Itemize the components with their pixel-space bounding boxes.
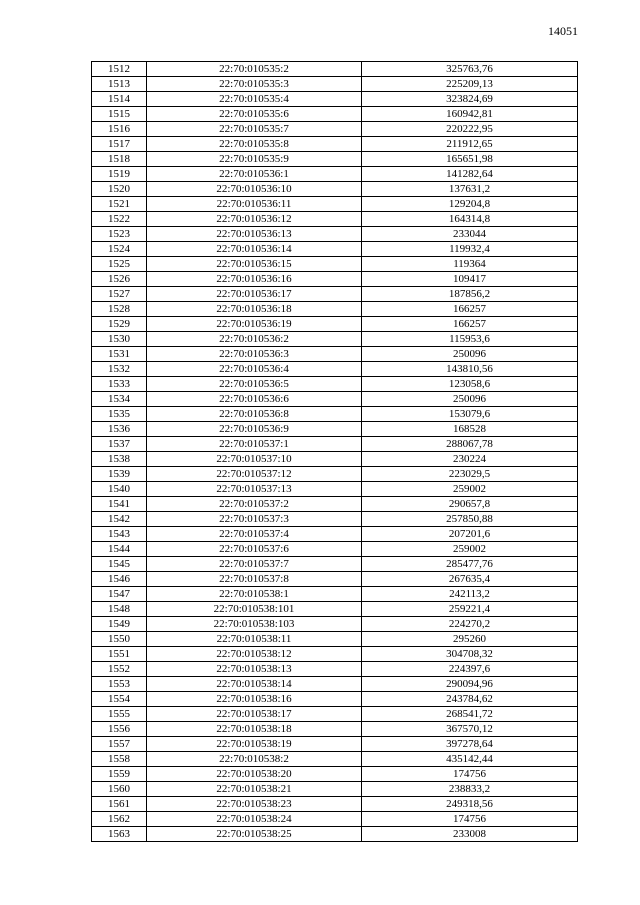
row-number-cell: 1540 xyxy=(92,482,147,497)
table-row xyxy=(92,152,578,167)
cadastral-value-cell: 250096 xyxy=(362,392,578,407)
table-row xyxy=(92,752,578,767)
table-row xyxy=(92,587,578,602)
table-row xyxy=(92,302,578,317)
table-row xyxy=(92,827,578,842)
row-number-cell: 1523 xyxy=(92,227,147,242)
table-row xyxy=(92,692,578,707)
row-number-cell: 1554 xyxy=(92,692,147,707)
table-row xyxy=(92,677,578,692)
cadastral-value-cell: 115953,6 xyxy=(362,332,578,347)
row-number-cell: 1560 xyxy=(92,782,147,797)
cadastral-number-cell: 22:70:010536:17 xyxy=(147,287,362,302)
table-row xyxy=(92,272,578,287)
cadastral-number-cell: 22:70:010538:19 xyxy=(147,737,362,752)
table-row xyxy=(92,212,578,227)
table-row xyxy=(92,617,578,632)
cadastral-number-cell: 22:70:010537:7 xyxy=(147,557,362,572)
row-number-cell: 1547 xyxy=(92,587,147,602)
cadastral-value-cell: 119932,4 xyxy=(362,242,578,257)
row-number-cell: 1525 xyxy=(92,257,147,272)
table-row xyxy=(92,122,578,137)
cadastral-value-cell: 129204,8 xyxy=(362,197,578,212)
cadastral-value-cell: 295260 xyxy=(362,632,578,647)
cadastral-number-cell: 22:70:010538:16 xyxy=(147,692,362,707)
row-number-cell: 1518 xyxy=(92,152,147,167)
row-number-cell: 1531 xyxy=(92,347,147,362)
row-number-cell: 1549 xyxy=(92,617,147,632)
row-number-cell: 1550 xyxy=(92,632,147,647)
cadastral-number-cell: 22:70:010535:4 xyxy=(147,92,362,107)
cadastral-number-cell: 22:70:010536:18 xyxy=(147,302,362,317)
cadastral-number-cell: 22:70:010537:3 xyxy=(147,512,362,527)
cadastral-number-cell: 22:70:010536:16 xyxy=(147,272,362,287)
cadastral-number-cell: 22:70:010538:25 xyxy=(147,827,362,842)
cadastral-number-cell: 22:70:010535:8 xyxy=(147,137,362,152)
cadastral-value-cell: 119364 xyxy=(362,257,578,272)
cadastral-value-cell: 224397,6 xyxy=(362,662,578,677)
table-body xyxy=(92,62,578,842)
row-number-cell: 1514 xyxy=(92,92,147,107)
row-number-cell: 1561 xyxy=(92,797,147,812)
cadastral-number-cell: 22:70:010536:1 xyxy=(147,167,362,182)
cadastral-number-cell: 22:70:010537:4 xyxy=(147,527,362,542)
cadastral-number-cell: 22:70:010536:13 xyxy=(147,227,362,242)
table-row xyxy=(92,782,578,797)
table-row xyxy=(92,197,578,212)
cadastral-number-cell: 22:70:010535:2 xyxy=(147,62,362,77)
cadastral-value-cell: 242113,2 xyxy=(362,587,578,602)
cadastral-number-cell: 22:70:010538:1 xyxy=(147,587,362,602)
row-number-cell: 1544 xyxy=(92,542,147,557)
table-row xyxy=(92,167,578,182)
cadastral-number-cell: 22:70:010537:10 xyxy=(147,452,362,467)
cadastral-value-cell: 211912,65 xyxy=(362,137,578,152)
cadastral-number-cell: 22:70:010536:5 xyxy=(147,377,362,392)
row-number-cell: 1545 xyxy=(92,557,147,572)
cadastral-number-cell: 22:70:010538:12 xyxy=(147,647,362,662)
cadastral-number-cell: 22:70:010536:2 xyxy=(147,332,362,347)
table-row xyxy=(92,557,578,572)
cadastral-value-cell: 250096 xyxy=(362,347,578,362)
table-row xyxy=(92,257,578,272)
cadastral-value-cell: 207201,6 xyxy=(362,527,578,542)
cadastral-number-cell: 22:70:010537:6 xyxy=(147,542,362,557)
row-number-cell: 1521 xyxy=(92,197,147,212)
cadastral-number-cell: 22:70:010538:23 xyxy=(147,797,362,812)
cadastral-number-cell: 22:70:010538:17 xyxy=(147,707,362,722)
table-row xyxy=(92,482,578,497)
cadastral-value-cell: 220222,95 xyxy=(362,122,578,137)
row-number-cell: 1528 xyxy=(92,302,147,317)
table-row xyxy=(92,287,578,302)
row-number-cell: 1534 xyxy=(92,392,147,407)
table-row xyxy=(92,662,578,677)
cadastral-value-cell: 166257 xyxy=(362,302,578,317)
row-number-cell: 1515 xyxy=(92,107,147,122)
cadastral-number-cell: 22:70:010538:103 xyxy=(147,617,362,632)
table-row xyxy=(92,527,578,542)
row-number-cell: 1513 xyxy=(92,77,147,92)
cadastral-number-cell: 22:70:010536:6 xyxy=(147,392,362,407)
cadastral-value-cell: 164314,8 xyxy=(362,212,578,227)
row-number-cell: 1538 xyxy=(92,452,147,467)
cadastral-number-cell: 22:70:010537:2 xyxy=(147,497,362,512)
cadastral-value-cell: 174756 xyxy=(362,812,578,827)
table-row xyxy=(92,812,578,827)
table-row xyxy=(92,137,578,152)
cadastral-value-cell: 367570,12 xyxy=(362,722,578,737)
table-row xyxy=(92,77,578,92)
table-row xyxy=(92,437,578,452)
row-number-cell: 1522 xyxy=(92,212,147,227)
table-row xyxy=(92,62,578,77)
cadastral-number-cell: 22:70:010536:10 xyxy=(147,182,362,197)
table-row xyxy=(92,632,578,647)
table-row xyxy=(92,107,578,122)
table-row xyxy=(92,422,578,437)
row-number-cell: 1536 xyxy=(92,422,147,437)
table-row xyxy=(92,347,578,362)
row-number-cell: 1543 xyxy=(92,527,147,542)
row-number-cell: 1562 xyxy=(92,812,147,827)
cadastral-number-cell: 22:70:010538:13 xyxy=(147,662,362,677)
cadastral-number-cell: 22:70:010536:14 xyxy=(147,242,362,257)
cadastral-value-cell: 323824,69 xyxy=(362,92,578,107)
cadastral-value-cell: 225209,13 xyxy=(362,77,578,92)
table-row xyxy=(92,377,578,392)
cadastral-number-cell: 22:70:010538:18 xyxy=(147,722,362,737)
row-number-cell: 1551 xyxy=(92,647,147,662)
cadastral-value-cell: 223029,5 xyxy=(362,467,578,482)
row-number-cell: 1553 xyxy=(92,677,147,692)
table-row xyxy=(92,227,578,242)
cadastral-value-cell: 187856,2 xyxy=(362,287,578,302)
cadastral-value-cell: 259002 xyxy=(362,542,578,557)
cadastral-value-cell: 233044 xyxy=(362,227,578,242)
row-number-cell: 1520 xyxy=(92,182,147,197)
row-number-cell: 1548 xyxy=(92,602,147,617)
cadastral-value-cell: 243784,62 xyxy=(362,692,578,707)
row-number-cell: 1529 xyxy=(92,317,147,332)
row-number-cell: 1563 xyxy=(92,827,147,842)
row-number-cell: 1526 xyxy=(92,272,147,287)
table-row xyxy=(92,362,578,377)
cadastral-number-cell: 22:70:010536:11 xyxy=(147,197,362,212)
cadastral-number-cell: 22:70:010538:20 xyxy=(147,767,362,782)
table-row xyxy=(92,242,578,257)
cadastral-value-cell: 153079,6 xyxy=(362,407,578,422)
cadastral-value-cell: 137631,2 xyxy=(362,182,578,197)
cadastral-number-cell: 22:70:010536:8 xyxy=(147,407,362,422)
cadastral-value-cell: 268541,72 xyxy=(362,707,578,722)
cadastral-number-cell: 22:70:010537:1 xyxy=(147,437,362,452)
row-number-cell: 1539 xyxy=(92,467,147,482)
table-row xyxy=(92,497,578,512)
cadastral-value-cell: 168528 xyxy=(362,422,578,437)
row-number-cell: 1556 xyxy=(92,722,147,737)
table-row xyxy=(92,767,578,782)
cadastral-value-cell: 174756 xyxy=(362,767,578,782)
cadastral-number-cell: 22:70:010535:6 xyxy=(147,107,362,122)
cadastral-value-cell: 325763,76 xyxy=(362,62,578,77)
table-row xyxy=(92,332,578,347)
row-number-cell: 1542 xyxy=(92,512,147,527)
cadastral-value-cell: 290094,96 xyxy=(362,677,578,692)
cadastral-value-table xyxy=(91,61,578,842)
table-row xyxy=(92,572,578,587)
cadastral-value-cell: 230224 xyxy=(362,452,578,467)
row-number-cell: 1537 xyxy=(92,437,147,452)
row-number-cell: 1532 xyxy=(92,362,147,377)
table-row xyxy=(92,392,578,407)
table-row xyxy=(92,182,578,197)
row-number-cell: 1552 xyxy=(92,662,147,677)
page-number: 14051 xyxy=(548,24,578,38)
table-row xyxy=(92,602,578,617)
cadastral-number-cell: 22:70:010535:7 xyxy=(147,122,362,137)
cadastral-number-cell: 22:70:010535:3 xyxy=(147,77,362,92)
cadastral-value-cell: 160942,81 xyxy=(362,107,578,122)
table-row xyxy=(92,707,578,722)
cadastral-number-cell: 22:70:010536:15 xyxy=(147,257,362,272)
cadastral-value-cell: 304708,32 xyxy=(362,647,578,662)
row-number-cell: 1535 xyxy=(92,407,147,422)
cadastral-number-cell: 22:70:010538:11 xyxy=(147,632,362,647)
cadastral-value-cell: 233008 xyxy=(362,827,578,842)
table-row xyxy=(92,737,578,752)
cadastral-number-cell: 22:70:010537:8 xyxy=(147,572,362,587)
row-number-cell: 1541 xyxy=(92,497,147,512)
table-row xyxy=(92,92,578,107)
cadastral-value-cell: 123058,6 xyxy=(362,377,578,392)
table-row xyxy=(92,452,578,467)
cadastral-value-cell: 290657,8 xyxy=(362,497,578,512)
table-row xyxy=(92,407,578,422)
cadastral-number-cell: 22:70:010536:4 xyxy=(147,362,362,377)
cadastral-value-cell: 166257 xyxy=(362,317,578,332)
row-number-cell: 1555 xyxy=(92,707,147,722)
table-row xyxy=(92,512,578,527)
cadastral-number-cell: 22:70:010536:3 xyxy=(147,347,362,362)
cadastral-value-cell: 141282,64 xyxy=(362,167,578,182)
table-row xyxy=(92,647,578,662)
row-number-cell: 1530 xyxy=(92,332,147,347)
cadastral-value-cell: 238833,2 xyxy=(362,782,578,797)
cadastral-number-cell: 22:70:010538:14 xyxy=(147,677,362,692)
row-number-cell: 1524 xyxy=(92,242,147,257)
cadastral-number-cell: 22:70:010536:12 xyxy=(147,212,362,227)
cadastral-number-cell: 22:70:010538:101 xyxy=(147,602,362,617)
cadastral-value-cell: 267635,4 xyxy=(362,572,578,587)
cadastral-value-cell: 165651,98 xyxy=(362,152,578,167)
row-number-cell: 1519 xyxy=(92,167,147,182)
row-number-cell: 1527 xyxy=(92,287,147,302)
cadastral-value-cell: 288067,78 xyxy=(362,437,578,452)
cadastral-number-cell: 22:70:010538:21 xyxy=(147,782,362,797)
cadastral-value-cell: 224270,2 xyxy=(362,617,578,632)
table-row xyxy=(92,467,578,482)
cadastral-value-cell: 257850,88 xyxy=(362,512,578,527)
cadastral-number-cell: 22:70:010536:9 xyxy=(147,422,362,437)
row-number-cell: 1516 xyxy=(92,122,147,137)
cadastral-number-cell: 22:70:010537:13 xyxy=(147,482,362,497)
cadastral-value-cell: 249318,56 xyxy=(362,797,578,812)
cadastral-value-cell: 435142,44 xyxy=(362,752,578,767)
table-row xyxy=(92,797,578,812)
cadastral-value-cell: 259002 xyxy=(362,482,578,497)
cadastral-number-cell: 22:70:010535:9 xyxy=(147,152,362,167)
table-row xyxy=(92,722,578,737)
cadastral-value-cell: 143810,56 xyxy=(362,362,578,377)
cadastral-value-cell: 259221,4 xyxy=(362,602,578,617)
cadastral-value-cell: 109417 xyxy=(362,272,578,287)
table-row xyxy=(92,317,578,332)
row-number-cell: 1558 xyxy=(92,752,147,767)
row-number-cell: 1533 xyxy=(92,377,147,392)
cadastral-number-cell: 22:70:010536:19 xyxy=(147,317,362,332)
row-number-cell: 1559 xyxy=(92,767,147,782)
cadastral-number-cell: 22:70:010538:2 xyxy=(147,752,362,767)
table-row xyxy=(92,542,578,557)
cadastral-number-cell: 22:70:010537:12 xyxy=(147,467,362,482)
row-number-cell: 1546 xyxy=(92,572,147,587)
row-number-cell: 1557 xyxy=(92,737,147,752)
row-number-cell: 1517 xyxy=(92,137,147,152)
cadastral-value-cell: 397278,64 xyxy=(362,737,578,752)
row-number-cell: 1512 xyxy=(92,62,147,77)
cadastral-number-cell: 22:70:010538:24 xyxy=(147,812,362,827)
cadastral-value-cell: 285477,76 xyxy=(362,557,578,572)
